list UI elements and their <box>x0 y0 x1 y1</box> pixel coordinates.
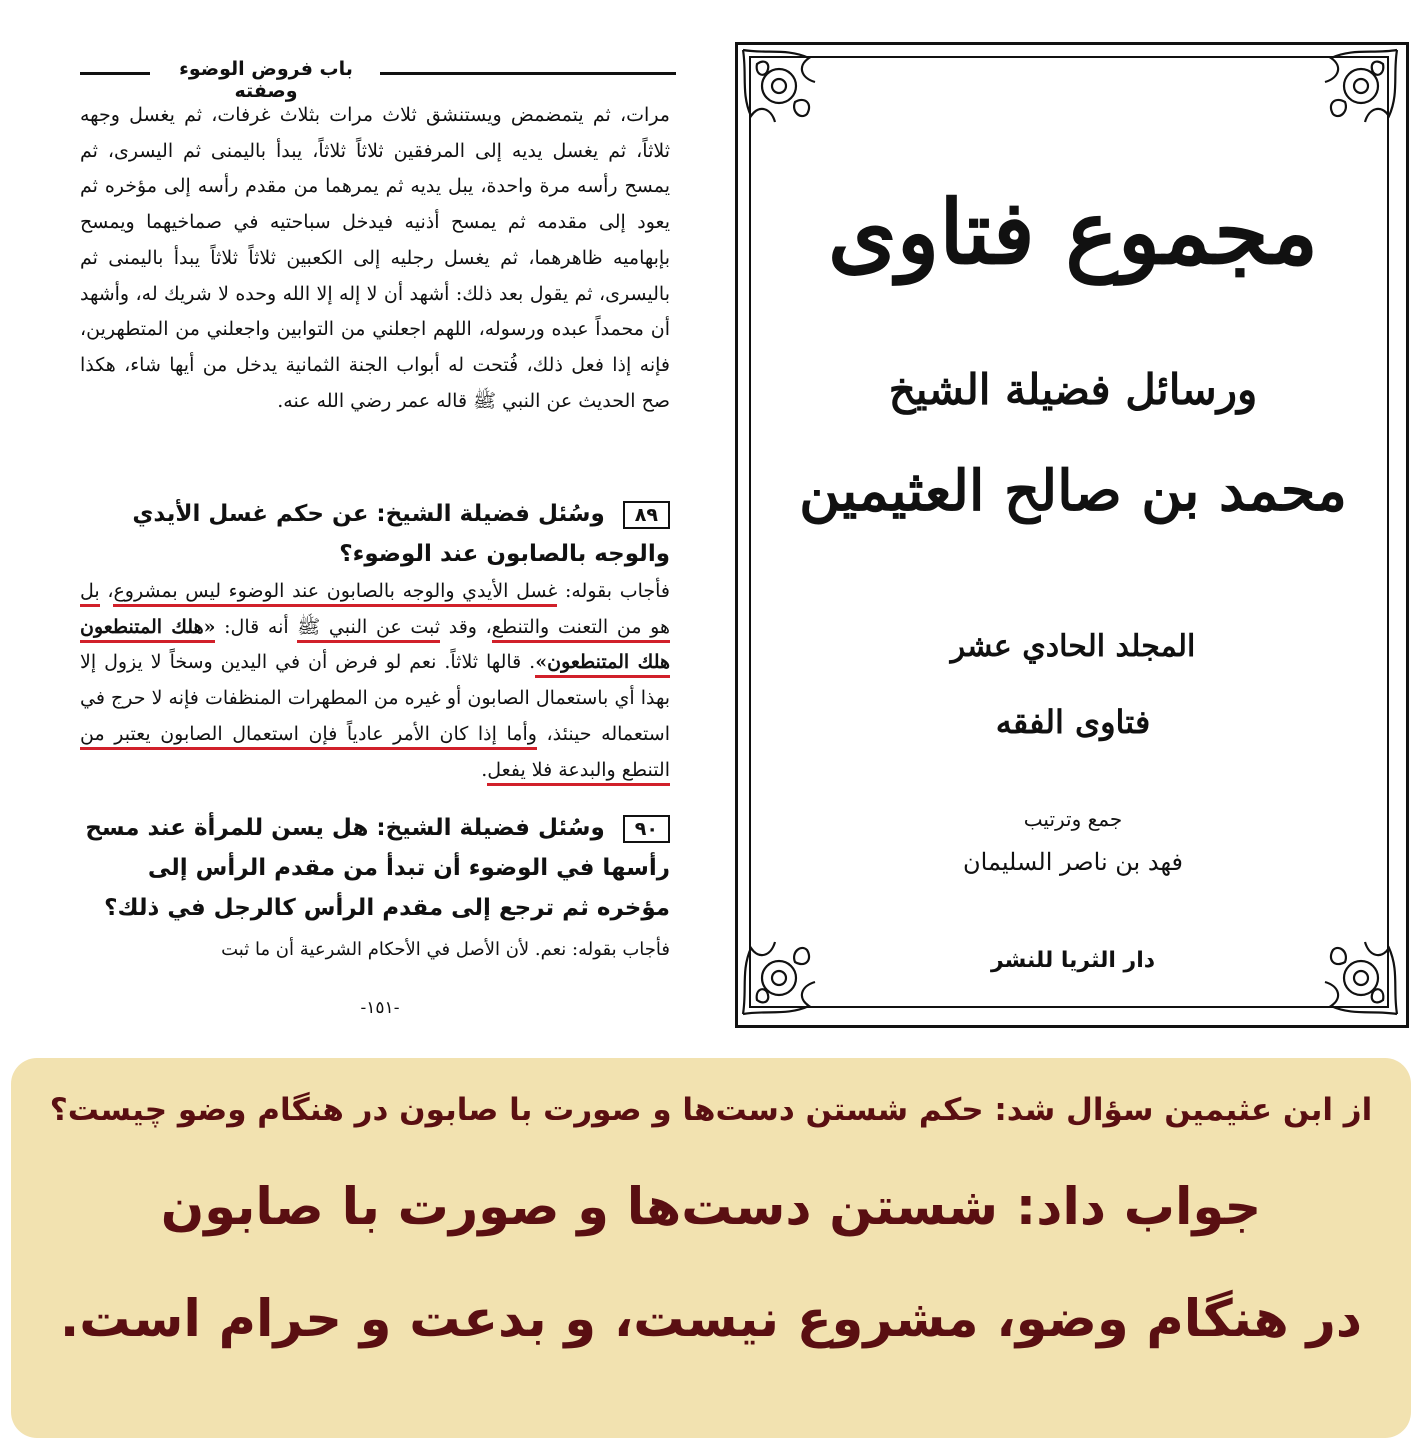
caption-question: از ابن عثیمین سؤال شد: حکم شستن دست‌ها و صورت با صابون در هنگام وضو چیست؟ <box>49 1092 1373 1128</box>
corner-ornament-icon <box>1313 44 1403 134</box>
underlined-hadith-quote: «هلك المتنطعون هلك المتنطعون» <box>80 616 670 679</box>
page-number: -١٥١- <box>360 998 400 1018</box>
answer-90-start: فأجاب بقوله: نعم. لأن الأصل في الأحكام الشرعية أن ما ثبت <box>221 939 670 960</box>
question-90 <box>80 808 670 928</box>
question-89 <box>80 494 670 574</box>
persian-caption-box <box>11 1058 1411 1438</box>
question-89-text: وسُئل فضيلة الشيخ: عن حكم غسل الأيدي والوجه بالصابون عند الوضوء؟ <box>132 501 670 567</box>
cover-title: مجموع فتاوى <box>827 180 1319 284</box>
underlined-not-prescribed: غسل الأيدي والوجه بالصابون عند الوضوء ليس بمشروع <box>113 580 557 607</box>
caption-answer-line-1: جواب داد: شستن دست‌ها و صورت با صابون <box>160 1178 1262 1237</box>
cover-volume: المجلد الحادي عشر <box>950 629 1196 664</box>
answer-89-text-2: ، وقد <box>440 615 492 638</box>
cover-publisher: دار الثريا للنشر <box>990 948 1156 973</box>
underlined-excessiveness: بل هو من التعنت والتنطع <box>80 580 670 643</box>
answer-89-text-1: ، <box>99 580 114 602</box>
question-90-text: وسُئل فضيلة الشيخ: هل يسن للمرأة عند مسح رأسها في الوضوء أن تبدأ من مقدم الرأس إلى مؤخره ثم ترجع إلى مقدم الرأس كالرجل في ذلك؟ <box>85 815 670 921</box>
caption-answer-line-2: در هنگام وضو، مشروع نیست، و بدعت و حرام است. <box>59 1290 1363 1349</box>
underlined-innovation-ruling: وأما إذا كان الأمر عادياً فإن استعمال الصابون يعتبر من التنطع والبدعة فلا يفعل <box>80 723 670 786</box>
cover-compiler: فهد بن ناصر السليمان <box>963 848 1183 876</box>
cover-author: محمد بن صالح العثيمين <box>799 458 1347 524</box>
paragraph-wudu-description: مرات، ثم يتمضمض ويستنشق ثلاث مرات بثلاث غرفات، ثم يغسل وجهه ثلاثاً، ثم يغسل يديه إلى المرفقين ثلاثاً ثلاثاً، يبدأ باليمنى ثم اليسرى، ثم يمسح رأسه مرة واحدة، يبل يديه ثم يمرهما من مقدم رأسه إلى مؤخره ثم يعود إلى مقدمه ثم يمسح أذنيه فيدخل سباحتيه في صماخيهما ويمسح بإبهاميه ظاهرهما، ثم يغسل رجليه إلى الكعبين ثلاثاً ثلاثاً يبدأ باليمنى ثم باليسرى، ثم يقول بعد ذلك: أشهد أن لا إله إلا الله وحده لا شريك له، وأشهد أن محمداً عبده ورسوله، اللهم اجعلني من التوابين واجعلني من المتطهرين، فإنه إذا فعل ذلك، فُتحت له أبواب الجنة الثمانية يدخل من أيها شاء، هكذا صح الحديث عن النبي ﷺ قاله عمر رضي الله عنه. <box>80 104 670 412</box>
running-header-title: باب فروض الوضوء وصفته <box>179 58 353 102</box>
question-number-89: ٨٩ <box>623 501 670 529</box>
cover-compiled-label: جمع وترتيب <box>1023 807 1123 831</box>
cover-subtitle: ورسائل فضيلة الشيخ <box>888 365 1258 414</box>
corner-ornament-icon <box>737 44 827 134</box>
cover-section: فتاوى الفقه <box>995 703 1151 741</box>
question-number-90: ٩٠ <box>623 815 670 843</box>
answer-89-text-4: . قالها ثلاثاً. نعم لو فرض أن في اليدين وسخاً لا يزول إلا بهذا أي باستعمال الصابون أو غيره من المطهرات المنظفات فإنه لا حرج في استعماله حينئذ، <box>80 651 670 745</box>
header-rule-left <box>80 72 150 75</box>
answer-89-intro: فأجاب بقوله: <box>557 580 670 602</box>
book-page-151 <box>70 40 670 1030</box>
running-header <box>80 58 670 102</box>
answer-89-text-3: أنه قال: <box>215 615 298 638</box>
header-rule-right <box>380 72 676 75</box>
underlined-prophet-reference: ثبت عن النبي ﷺ <box>297 616 440 643</box>
answer-89 <box>80 574 670 788</box>
book-cover <box>735 42 1411 1030</box>
answer-89-text-5: . <box>481 758 488 781</box>
